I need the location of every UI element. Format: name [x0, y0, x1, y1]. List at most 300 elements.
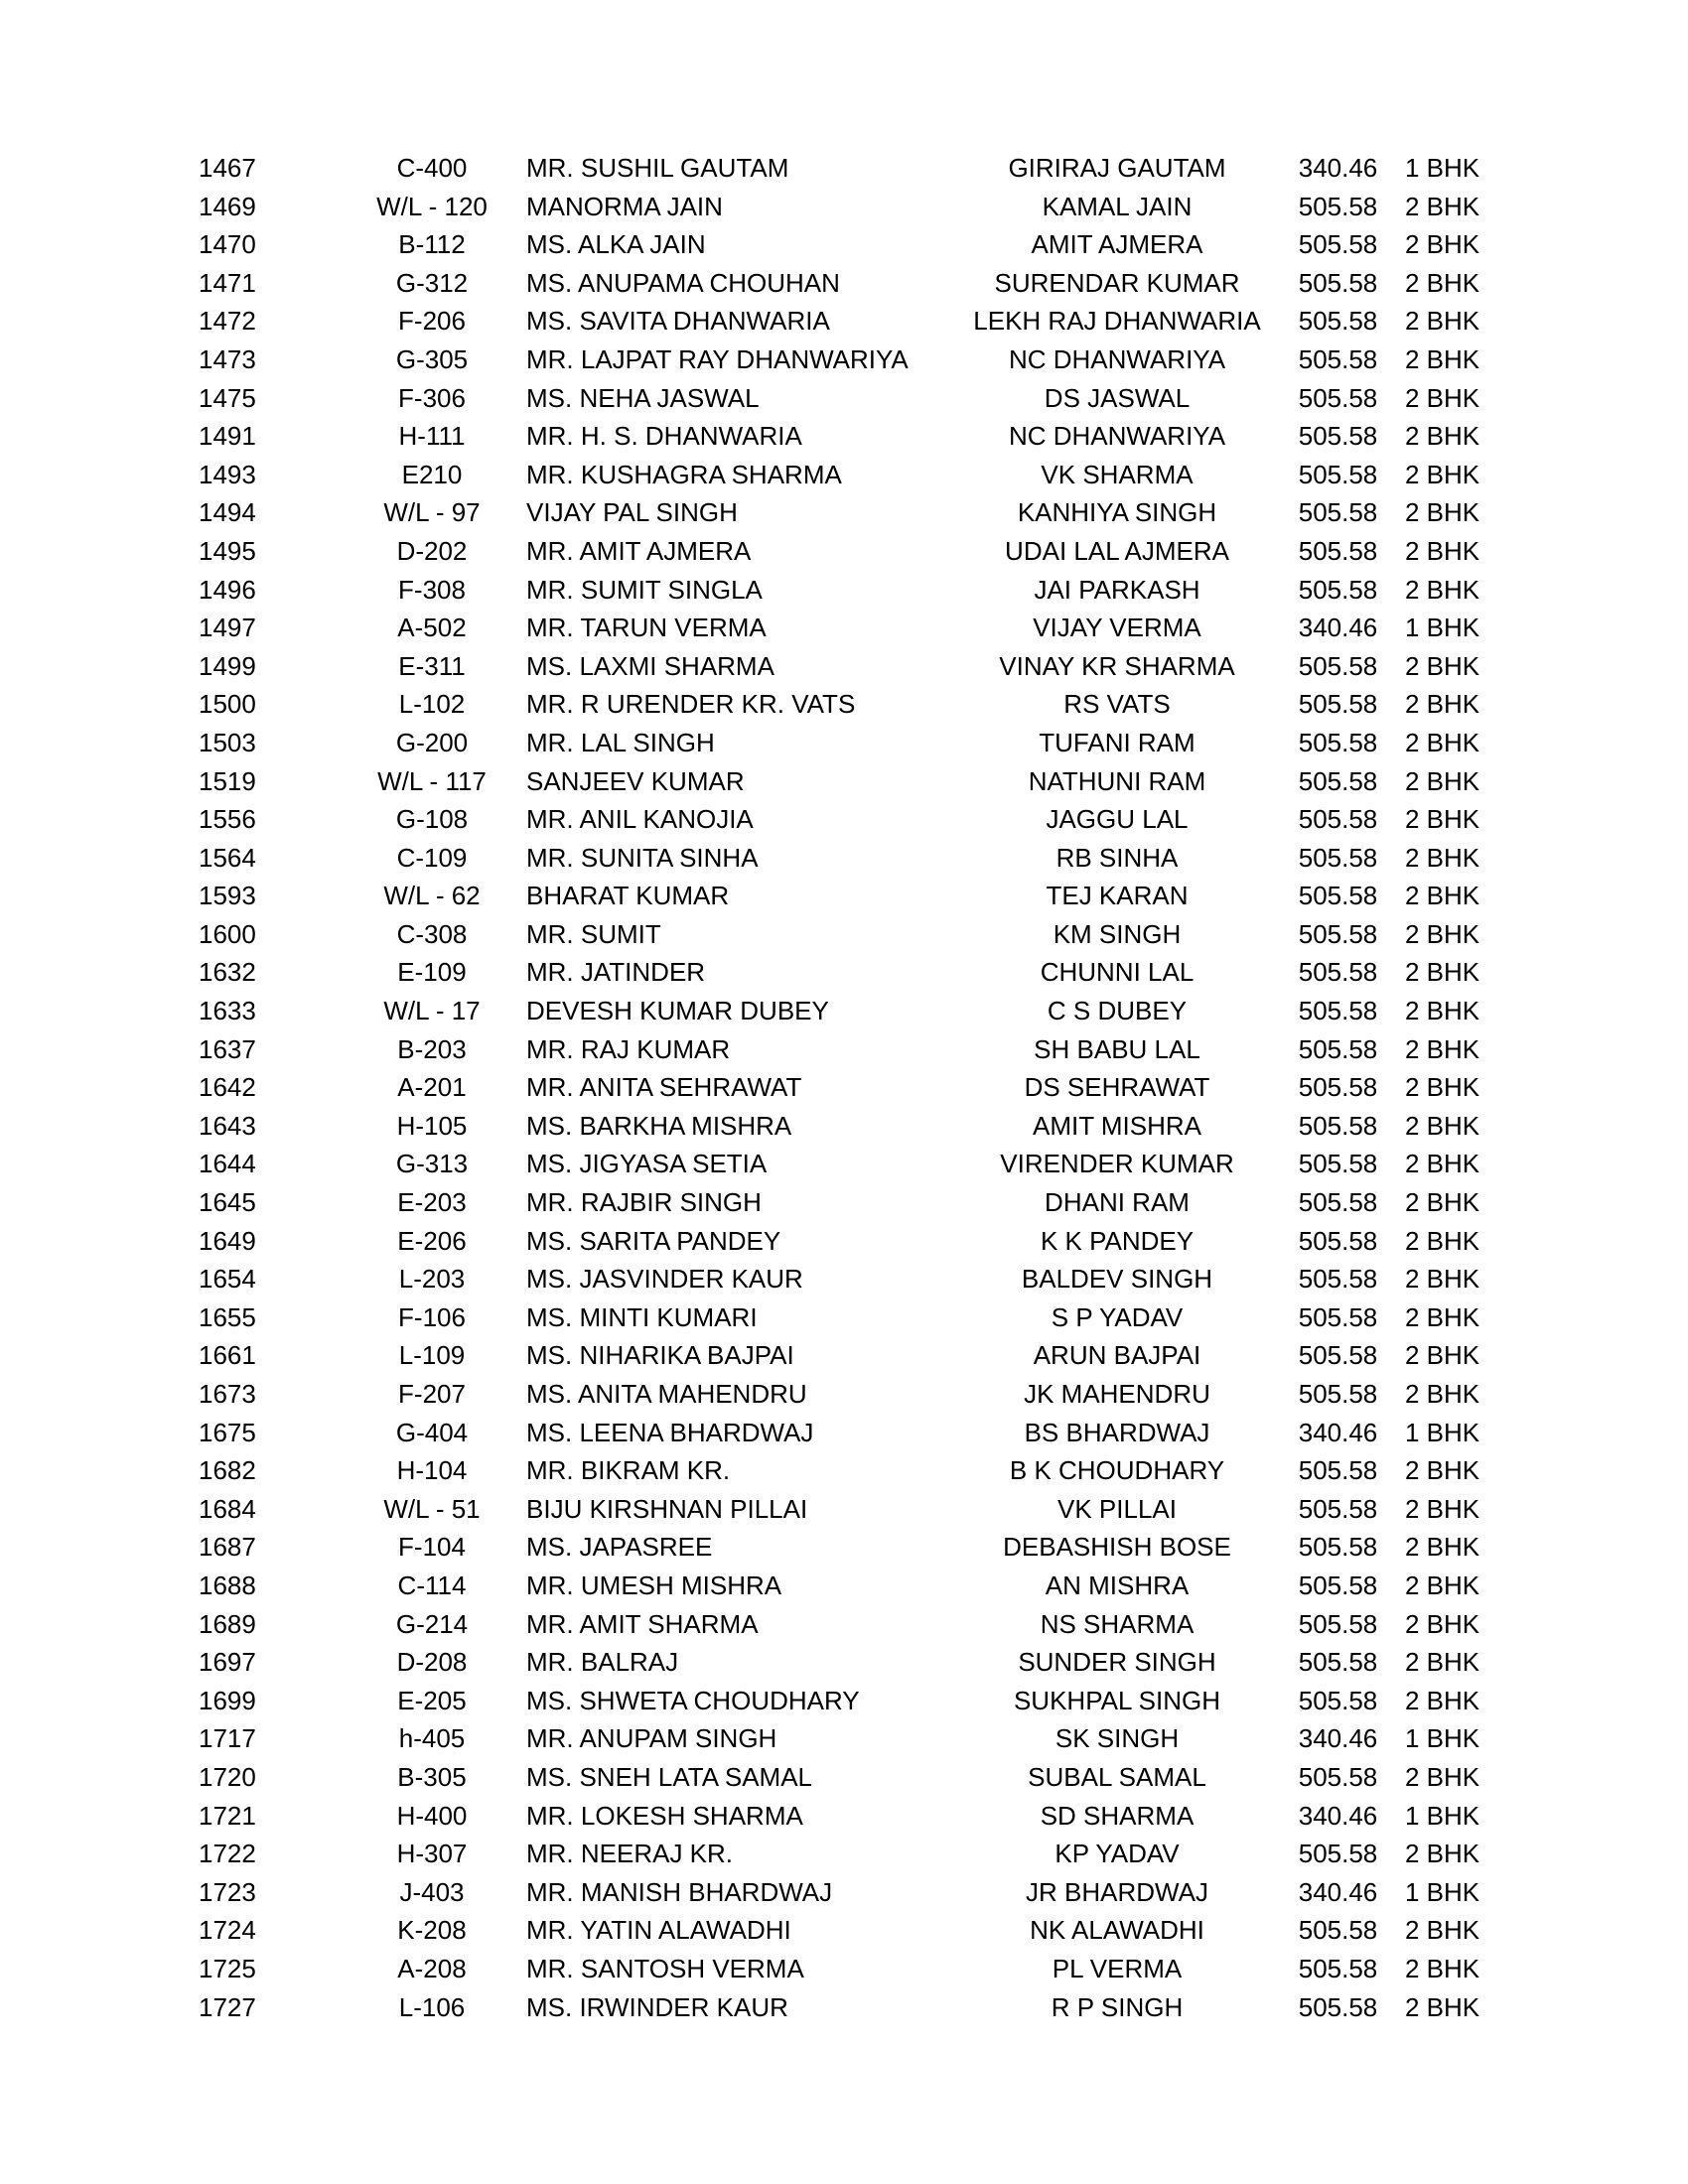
- table-row: [199, 341, 1529, 379]
- flat-type-cell: 2 BHK: [1405, 1379, 1480, 1409]
- allottee-name-cell: MS. JASVINDER KAUR: [526, 1264, 803, 1295]
- serial-number-cell: 1643: [199, 1110, 256, 1141]
- relative-name-cell: KP YADAV: [1055, 1839, 1180, 1869]
- serial-number-cell: 1697: [199, 1647, 256, 1678]
- serial-number-cell: 1723: [199, 1876, 256, 1907]
- serial-number-cell: 1632: [199, 957, 256, 988]
- serial-number-cell: 1471: [199, 267, 256, 298]
- area-cell: 505.58: [1298, 996, 1378, 1026]
- table-row: [199, 915, 1529, 954]
- flat-number-cell: H-104: [396, 1455, 468, 1486]
- flat-number-cell: K-208: [397, 1915, 467, 1946]
- allottee-name-cell: SANJEEV KUMAR: [526, 765, 745, 796]
- serial-number-cell: 1496: [199, 574, 256, 605]
- table-row: [199, 532, 1529, 571]
- flat-number-cell: G-108: [395, 804, 469, 835]
- serial-number-cell: 1644: [199, 1149, 256, 1179]
- table-row: [199, 1183, 1529, 1222]
- area-cell: 505.58: [1298, 1839, 1378, 1869]
- serial-number-cell: 1720: [199, 1761, 256, 1792]
- flat-type-cell: 2 BHK: [1405, 1953, 1480, 1983]
- area-cell: 505.58: [1298, 459, 1378, 489]
- flat-type-cell: 1 BHK: [1405, 1723, 1480, 1754]
- area-cell: 505.58: [1298, 1532, 1378, 1563]
- allottee-name-cell: MR. BIKRAM KR.: [526, 1455, 731, 1486]
- relative-name-cell: K K PANDEY: [1040, 1225, 1195, 1256]
- flat-number-cell: H-105: [396, 1110, 468, 1141]
- flat-number-cell: L-106: [398, 1991, 466, 2022]
- flat-type-cell: 2 BHK: [1405, 1570, 1480, 1600]
- flat-type-cell: 2 BHK: [1405, 650, 1480, 681]
- area-cell: 505.58: [1298, 421, 1378, 452]
- flat-type-cell: 2 BHK: [1405, 1072, 1480, 1103]
- table-row: [199, 1336, 1529, 1375]
- table-body: [199, 149, 1529, 2026]
- table-row: [199, 302, 1529, 341]
- table-row: [199, 1145, 1529, 1183]
- serial-number-cell: 1499: [199, 650, 256, 681]
- flat-number-cell: A-502: [397, 613, 467, 643]
- table-row: [199, 1414, 1529, 1452]
- table-row: [199, 647, 1529, 686]
- area-cell: 505.58: [1298, 881, 1378, 911]
- area-cell: 505.58: [1298, 1761, 1378, 1792]
- relative-name-cell: PL VERMA: [1052, 1953, 1183, 1983]
- serial-number-cell: 1633: [199, 996, 256, 1026]
- area-cell: 340.46: [1298, 1417, 1378, 1447]
- flat-number-cell: G-305: [395, 343, 469, 374]
- area-cell: 505.58: [1298, 1072, 1378, 1103]
- flat-type-cell: 2 BHK: [1405, 229, 1480, 260]
- allottee-name-cell: MR. ANITA SEHRAWAT: [526, 1072, 802, 1103]
- relative-name-cell: VIJAY VERMA: [1033, 613, 1201, 643]
- relative-name-cell: GIRIRAJ GAUTAM: [1008, 153, 1226, 183]
- table-row: [199, 800, 1529, 839]
- table-row: [199, 1605, 1529, 1644]
- flat-number-cell: W/L - 120: [376, 191, 488, 221]
- flat-number-cell: H-111: [398, 421, 466, 452]
- flat-number-cell: D-202: [396, 535, 468, 566]
- flat-number-cell: E-206: [397, 1225, 467, 1256]
- flat-type-cell: 2 BHK: [1405, 1225, 1480, 1256]
- allottee-name-cell: MS. BARKHA MISHRA: [526, 1110, 792, 1141]
- flat-number-cell: G-313: [395, 1149, 469, 1179]
- serial-number-cell: 1684: [199, 1493, 256, 1524]
- relative-name-cell: KAMAL JAIN: [1042, 191, 1193, 221]
- serial-number-cell: 1470: [199, 229, 256, 260]
- flat-number-cell: A-208: [397, 1953, 467, 1983]
- relative-name-cell: S P YADAV: [1051, 1301, 1184, 1332]
- allottee-name-cell: MS. NEHA JASWAL: [526, 382, 760, 413]
- table-row: [199, 1490, 1529, 1529]
- serial-number-cell: 1724: [199, 1915, 256, 1946]
- area-cell: 340.46: [1298, 153, 1378, 183]
- flat-type-cell: 2 BHK: [1405, 881, 1480, 911]
- table-row: [199, 1260, 1529, 1298]
- area-cell: 505.58: [1298, 1264, 1378, 1295]
- flat-type-cell: 2 BHK: [1405, 267, 1480, 298]
- table-row: [199, 225, 1529, 264]
- flat-type-cell: 2 BHK: [1405, 1187, 1480, 1218]
- serial-number-cell: 1721: [199, 1800, 256, 1831]
- flat-number-cell: W/L - 62: [383, 881, 481, 911]
- flat-number-cell: E-109: [397, 957, 467, 988]
- allottee-name-cell: MS. SNEH LATA SAMAL: [526, 1761, 813, 1792]
- relative-name-cell: RB SINHA: [1055, 842, 1179, 873]
- table-row: [199, 1567, 1529, 1605]
- allottee-name-cell: MS. ALKA JAIN: [526, 229, 706, 260]
- flat-type-cell: 2 BHK: [1405, 957, 1480, 988]
- flat-number-cell: H-307: [396, 1839, 468, 1869]
- serial-number-cell: 1649: [199, 1225, 256, 1256]
- allottee-name-cell: MS. SHWETA CHOUDHARY: [526, 1685, 860, 1715]
- flat-type-cell: 2 BHK: [1405, 1685, 1480, 1715]
- flat-type-cell: 2 BHK: [1405, 1033, 1480, 1064]
- flat-number-cell: H-400: [396, 1800, 468, 1831]
- relative-name-cell: DS SEHRAWAT: [1024, 1072, 1210, 1103]
- relative-name-cell: NATHUNI RAM: [1028, 765, 1206, 796]
- relative-name-cell: RS VATS: [1063, 689, 1171, 720]
- allottee-name-cell: BIJU KIRSHNAN PILLAI: [526, 1493, 808, 1524]
- flat-number-cell: E-311: [398, 650, 466, 681]
- table-row: [199, 149, 1529, 188]
- serial-number-cell: 1725: [199, 1953, 256, 1983]
- serial-number-cell: 1699: [199, 1685, 256, 1715]
- relative-name-cell: DHANI RAM: [1045, 1187, 1190, 1218]
- allottee-name-cell: MS. JAPASREE: [526, 1532, 713, 1563]
- allottee-name-cell: MR. SUMIT: [526, 918, 661, 949]
- flat-number-cell: F-206: [398, 306, 466, 337]
- flat-number-cell: J-403: [399, 1876, 465, 1907]
- flat-number-cell: F-207: [398, 1379, 466, 1409]
- area-cell: 505.58: [1298, 689, 1378, 720]
- area-cell: 340.46: [1298, 613, 1378, 643]
- table-row: [199, 188, 1529, 226]
- area-cell: 505.58: [1298, 497, 1378, 528]
- allottee-name-cell: BHARAT KUMAR: [526, 881, 730, 911]
- relative-name-cell: NK ALAWADHI: [1030, 1915, 1204, 1946]
- relative-name-cell: VINAY KR SHARMA: [999, 650, 1235, 681]
- allottee-name-cell: MS. IRWINDER KAUR: [526, 1991, 788, 2022]
- allottee-name-cell: MR. ANUPAM SINGH: [526, 1723, 777, 1754]
- table-row: [199, 493, 1529, 532]
- allottee-name-cell: MS. MINTI KUMARI: [526, 1301, 758, 1332]
- area-cell: 505.58: [1298, 1340, 1378, 1371]
- area-cell: 340.46: [1298, 1800, 1378, 1831]
- table-row: [199, 877, 1529, 915]
- relative-name-cell: JAI PARKASH: [1034, 574, 1200, 605]
- table-row: [199, 609, 1529, 647]
- area-cell: 505.58: [1298, 1187, 1378, 1218]
- flat-type-cell: 1 BHK: [1405, 1417, 1480, 1447]
- table-row: [199, 839, 1529, 878]
- serial-number-cell: 1727: [199, 1991, 256, 2022]
- relative-name-cell: NC DHANWARIYA: [1008, 343, 1226, 374]
- flat-type-cell: 2 BHK: [1405, 727, 1480, 757]
- allottee-name-cell: MR. JATINDER: [526, 957, 706, 988]
- flat-number-cell: L-102: [398, 689, 466, 720]
- serial-number-cell: 1475: [199, 382, 256, 413]
- flat-number-cell: E-205: [397, 1685, 467, 1715]
- area-cell: 505.58: [1298, 1915, 1378, 1946]
- serial-number-cell: 1600: [199, 918, 256, 949]
- table-row: [199, 1758, 1529, 1797]
- area-cell: 505.58: [1298, 229, 1378, 260]
- serial-number-cell: 1722: [199, 1839, 256, 1869]
- table-row: [199, 1451, 1529, 1490]
- table-row: [199, 456, 1529, 494]
- allottee-name-cell: MR. AMIT AJMERA: [526, 535, 752, 566]
- allottee-name-cell: MR. LOKESH SHARMA: [526, 1800, 803, 1831]
- relative-name-cell: SUBAL SAMAL: [1028, 1761, 1206, 1792]
- table-row: [199, 762, 1529, 801]
- serial-number-cell: 1661: [199, 1340, 256, 1371]
- serial-number-cell: 1717: [199, 1723, 256, 1754]
- relative-name-cell: AN MISHRA: [1045, 1570, 1190, 1600]
- flat-type-cell: 2 BHK: [1405, 1608, 1480, 1639]
- flat-type-cell: 2 BHK: [1405, 382, 1480, 413]
- flat-type-cell: 2 BHK: [1405, 535, 1480, 566]
- allottee-name-cell: MR. MANISH BHARDWAJ: [526, 1876, 833, 1907]
- relative-name-cell: AMIT MISHRA: [1033, 1110, 1201, 1141]
- flat-type-cell: 2 BHK: [1405, 1301, 1480, 1332]
- area-cell: 505.58: [1298, 1685, 1378, 1715]
- allottee-name-cell: MR. BALRAJ: [526, 1647, 679, 1678]
- flat-type-cell: 2 BHK: [1405, 918, 1480, 949]
- allottee-name-cell: MR. SUMIT SINGLA: [526, 574, 763, 605]
- relative-name-cell: ARUN BAJPAI: [1033, 1340, 1201, 1371]
- allottee-name-cell: MS. LAXMI SHARMA: [526, 650, 774, 681]
- relative-name-cell: KANHIYA SINGH: [1017, 497, 1217, 528]
- area-cell: 505.58: [1298, 1991, 1378, 2022]
- flat-type-cell: 2 BHK: [1405, 1340, 1480, 1371]
- relative-name-cell: JR BHARDWAJ: [1026, 1876, 1208, 1907]
- area-cell: 505.58: [1298, 535, 1378, 566]
- table-row: [199, 1643, 1529, 1682]
- area-cell: 505.58: [1298, 842, 1378, 873]
- allottee-name-cell: MR. YATIN ALAWADHI: [526, 1915, 791, 1946]
- area-cell: 505.58: [1298, 1110, 1378, 1141]
- allottee-name-cell: MR. LAJPAT RAY DHANWARIYA: [526, 343, 909, 374]
- table-row: [199, 1988, 1529, 2027]
- allottee-name-cell: MR. RAJ KUMAR: [526, 1033, 731, 1064]
- relative-name-cell: KM SINGH: [1053, 918, 1182, 949]
- table-row: [199, 1107, 1529, 1146]
- flat-number-cell: G-404: [395, 1417, 469, 1447]
- serial-number-cell: 1503: [199, 727, 256, 757]
- table-row: [199, 724, 1529, 762]
- area-cell: 505.58: [1298, 1953, 1378, 1983]
- serial-number-cell: 1519: [199, 765, 256, 796]
- flat-number-cell: L-109: [398, 1340, 466, 1371]
- allottee-name-cell: MR. KUSHAGRA SHARMA: [526, 459, 842, 489]
- flat-number-cell: B-305: [397, 1761, 467, 1792]
- serial-number-cell: 1688: [199, 1570, 256, 1600]
- relative-name-cell: JK MAHENDRU: [1024, 1379, 1210, 1409]
- table-row: [199, 1797, 1529, 1836]
- relative-name-cell: TEJ KARAN: [1046, 881, 1189, 911]
- table-row: [199, 1068, 1529, 1107]
- allottee-name-cell: MS. JIGYASA SETIA: [526, 1149, 768, 1179]
- flat-number-cell: G-200: [395, 727, 469, 757]
- relative-name-cell: BALDEV SINGH: [1021, 1264, 1213, 1295]
- flat-number-cell: C-109: [396, 842, 468, 873]
- area-cell: 505.58: [1298, 1570, 1378, 1600]
- serial-number-cell: 1564: [199, 842, 256, 873]
- table-row: [199, 1222, 1529, 1261]
- flat-number-cell: G-214: [395, 1608, 469, 1639]
- table-row: [199, 571, 1529, 610]
- serial-number-cell: 1472: [199, 306, 256, 337]
- relative-name-cell: UDAI LAL AJMERA: [1005, 535, 1229, 566]
- relative-name-cell: C S DUBEY: [1047, 996, 1188, 1026]
- allottee-name-cell: MR. ANIL KANOJIA: [526, 804, 754, 835]
- flat-type-cell: 1 BHK: [1405, 613, 1480, 643]
- flat-type-cell: 2 BHK: [1405, 1915, 1480, 1946]
- allottee-name-cell: MS. NIHARIKA BAJPAI: [526, 1340, 794, 1371]
- area-cell: 505.58: [1298, 1149, 1378, 1179]
- area-cell: 505.58: [1298, 343, 1378, 374]
- flat-number-cell: W/L - 17: [383, 996, 481, 1026]
- allottee-name-cell: MR. RAJBIR SINGH: [526, 1187, 762, 1218]
- flat-number-cell: F-306: [398, 382, 466, 413]
- area-cell: 505.58: [1298, 1379, 1378, 1409]
- allottee-name-cell: MS. ANITA MAHENDRU: [526, 1379, 807, 1409]
- flat-type-cell: 1 BHK: [1405, 1800, 1480, 1831]
- flat-number-cell: C-400: [396, 153, 468, 183]
- flat-type-cell: 2 BHK: [1405, 1991, 1480, 2022]
- flat-number-cell: B-203: [397, 1033, 467, 1064]
- flat-type-cell: 1 BHK: [1405, 1876, 1480, 1907]
- relative-name-cell: SUNDER SINGH: [1018, 1647, 1216, 1678]
- relative-name-cell: NC DHANWARIYA: [1008, 421, 1226, 452]
- serial-number-cell: 1495: [199, 535, 256, 566]
- flat-type-cell: 2 BHK: [1405, 343, 1480, 374]
- area-cell: 505.58: [1298, 1225, 1378, 1256]
- allottee-name-cell: MR. LAL SINGH: [526, 727, 715, 757]
- relative-name-cell: SD SHARMA: [1040, 1800, 1195, 1831]
- serial-number-cell: 1642: [199, 1072, 256, 1103]
- allottee-name-cell: MS. ANUPAMA CHOUHAN: [526, 267, 840, 298]
- flat-number-cell: F-308: [398, 574, 466, 605]
- flat-number-cell: E210: [401, 459, 463, 489]
- serial-number-cell: 1469: [199, 191, 256, 221]
- serial-number-cell: 1682: [199, 1455, 256, 1486]
- relative-name-cell: TUFANI RAM: [1039, 727, 1196, 757]
- relative-name-cell: VIRENDER KUMAR: [1000, 1149, 1234, 1179]
- flat-type-cell: 2 BHK: [1405, 765, 1480, 796]
- area-cell: 505.58: [1298, 1608, 1378, 1639]
- table-row: [199, 1528, 1529, 1567]
- relative-name-cell: LEKH RAJ DHANWARIA: [973, 306, 1261, 337]
- table-row: [199, 1835, 1529, 1873]
- serial-number-cell: 1687: [199, 1532, 256, 1563]
- area-cell: 505.58: [1298, 191, 1378, 221]
- flat-number-cell: B-112: [398, 229, 466, 260]
- serial-number-cell: 1473: [199, 343, 256, 374]
- allottee-name-cell: MR. TARUN VERMA: [526, 613, 767, 643]
- relative-name-cell: SH BABU LAL: [1034, 1033, 1200, 1064]
- relative-name-cell: VK PILLAI: [1057, 1493, 1177, 1524]
- flat-number-cell: W/L - 97: [383, 497, 481, 528]
- serial-number-cell: 1654: [199, 1264, 256, 1295]
- flat-number-cell: D-208: [396, 1647, 468, 1678]
- flat-type-cell: 2 BHK: [1405, 1149, 1480, 1179]
- table-row: [199, 1030, 1529, 1069]
- serial-number-cell: 1689: [199, 1608, 256, 1639]
- flat-number-cell: G-312: [395, 267, 469, 298]
- flat-type-cell: 2 BHK: [1405, 1761, 1480, 1792]
- table-row: [199, 685, 1529, 724]
- table-row: [199, 992, 1529, 1030]
- flat-type-cell: 2 BHK: [1405, 1110, 1480, 1141]
- serial-number-cell: 1593: [199, 881, 256, 911]
- flat-number-cell: F-106: [398, 1301, 466, 1332]
- area-cell: 505.58: [1298, 574, 1378, 605]
- allottee-name-cell: DEVESH KUMAR DUBEY: [526, 996, 829, 1026]
- allottee-name-cell: MR. SUSHIL GAUTAM: [526, 153, 789, 183]
- table-row: [199, 1375, 1529, 1414]
- flat-type-cell: 2 BHK: [1405, 1647, 1480, 1678]
- table-row: [199, 1950, 1529, 1988]
- area-cell: 505.58: [1298, 804, 1378, 835]
- serial-number-cell: 1497: [199, 613, 256, 643]
- flat-number-cell: C-114: [397, 1570, 467, 1600]
- flat-type-cell: 2 BHK: [1405, 842, 1480, 873]
- serial-number-cell: 1673: [199, 1379, 256, 1409]
- area-cell: 505.58: [1298, 267, 1378, 298]
- relative-name-cell: DS JASWAL: [1044, 382, 1191, 413]
- flat-type-cell: 2 BHK: [1405, 421, 1480, 452]
- area-cell: 505.58: [1298, 1647, 1378, 1678]
- relative-name-cell: VK SHARMA: [1041, 459, 1194, 489]
- area-cell: 505.58: [1298, 1455, 1378, 1486]
- flat-type-cell: 2 BHK: [1405, 689, 1480, 720]
- relative-name-cell: AMIT AJMERA: [1031, 229, 1203, 260]
- area-cell: 505.58: [1298, 1033, 1378, 1064]
- flat-type-cell: 2 BHK: [1405, 1493, 1480, 1524]
- serial-number-cell: 1491: [199, 421, 256, 452]
- allottee-name-cell: MS. SAVITA DHANWARIA: [526, 306, 830, 337]
- flat-number-cell: F-104: [398, 1532, 466, 1563]
- table-row: [199, 1298, 1529, 1337]
- relative-name-cell: R P SINGH: [1051, 1991, 1184, 2022]
- flat-number-cell: h-405: [398, 1723, 466, 1754]
- flat-type-cell: 2 BHK: [1405, 1264, 1480, 1295]
- allottee-name-cell: MR. UMESH MISHRA: [526, 1570, 782, 1600]
- table-row: [199, 264, 1529, 303]
- serial-number-cell: 1494: [199, 497, 256, 528]
- allottee-name-cell: MR. SUNITA SINHA: [526, 842, 759, 873]
- flat-type-cell: 2 BHK: [1405, 1532, 1480, 1563]
- relative-name-cell: B K CHOUDHARY: [1009, 1455, 1225, 1486]
- flat-type-cell: 2 BHK: [1405, 459, 1480, 489]
- allottee-name-cell: MR. R URENDER KR. VATS: [526, 689, 856, 720]
- allottee-name-cell: MS. SARITA PANDEY: [526, 1225, 781, 1256]
- flat-type-cell: 2 BHK: [1405, 1455, 1480, 1486]
- flat-type-cell: 2 BHK: [1405, 804, 1480, 835]
- relative-name-cell: SUKHPAL SINGH: [1013, 1685, 1221, 1715]
- flat-type-cell: 2 BHK: [1405, 497, 1480, 528]
- serial-number-cell: 1645: [199, 1187, 256, 1218]
- flat-number-cell: A-201: [397, 1072, 467, 1103]
- flat-type-cell: 1 BHK: [1405, 153, 1480, 183]
- area-cell: 505.58: [1298, 918, 1378, 949]
- relative-name-cell: SURENDAR KUMAR: [994, 267, 1240, 298]
- flat-type-cell: 2 BHK: [1405, 191, 1480, 221]
- relative-name-cell: JAGGU LAL: [1046, 804, 1189, 835]
- relative-name-cell: NS SHARMA: [1040, 1608, 1195, 1639]
